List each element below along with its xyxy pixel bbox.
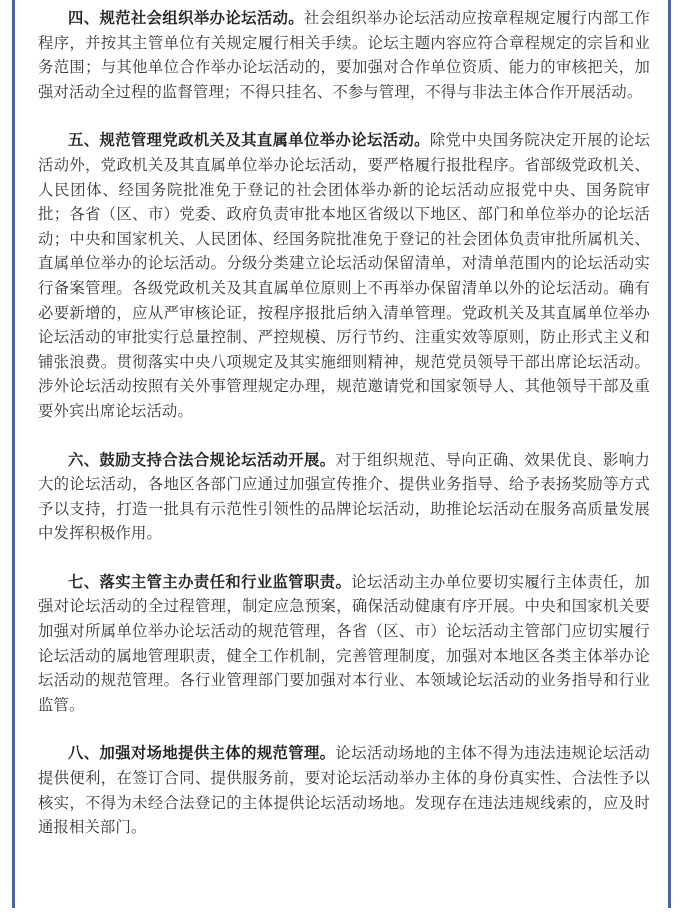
section-6-paragraph bbox=[38, 448, 650, 546]
section-5-heading: 五、规范管理党政机关及其直属单位举办论坛活动。 bbox=[68, 131, 430, 150]
section-5-body: 除党中央国务院决定开展的论坛活动外，党政机关及其直属单位举办论坛活动，要严格履行报批程序。省部级党政机关、人民团体、经国务院批准免于登记的社会团体举办新的论坛活动应报党中央、国务院审批；各省（区、市）党委、政府负责审批本地区省级以下地区、部门和单位举办的论坛活动；中央和国家机关、人民团体、经国务院批准免于登记的社会团体负责审批所属机关、直属单位举办的论坛活动。分级分类建立论坛活动保留清单，对清单范围内的论坛活动实行备案管理。各级党政机关及其直属单位原则上不再举办保留清单以外的论坛活动。确有必要新增的，应从严审核论证，按程序报批后纳入清单管理。党政机关及其直属单位举办论坛活动的审批实行总量控制、严控规模、厉行节约、注重实效等原则，防止形式主义和铺张浪费。贯彻落实中央八项规定及其实施细则精神，规范党员领导干部出席论坛活动。涉外论坛活动按照有关外事管理规定办理，规范邀请党和国家领导人、其他领导干部及重要外宾出席论坛活动。 bbox=[38, 131, 650, 420]
section-7-body: 论坛活动主办单位要切实履行主体责任，加强对论坛活动的全过程管理，制定应急预案，确保活动健康有序开展。中央和国家机关要加强对所属单位举办论坛活动的规范管理，各省（区、市）论坛活动主管部门应切实履行论坛活动的属地管理职责，健全工作机制，完善管理制度，加强对本地区各类主体举办论坛活动的规范管理。各行业管理部门要加强对本行业、本领域论坛活动的业务指导和行业监管。 bbox=[38, 572, 650, 714]
section-8-body: 论坛活动场地的主体不得为违法违规论坛活动提供便利，在签订合同、提供服务前，要对论坛活动举办主体的身份真实性、合法性予以核实，不得为未经合法登记的主体提供论坛活动场地。发现存在违法违规线索的，应及时通报相关部门。 bbox=[38, 744, 650, 837]
section-5-paragraph bbox=[38, 128, 650, 423]
section-4-heading: 四、规范社会组织举办论坛活动。 bbox=[68, 9, 305, 27]
section-8-heading: 八、加强对场地提供主体的规范管理。 bbox=[68, 744, 336, 763]
section-7-paragraph bbox=[38, 570, 650, 718]
section-8-paragraph bbox=[38, 741, 650, 839]
section-7-heading: 七、落实主管主办责任和行业监管职责。 bbox=[68, 572, 352, 591]
section-4-paragraph bbox=[38, 6, 650, 104]
section-6-heading: 六、鼓励支持合法合规论坛活动开展。 bbox=[68, 450, 336, 469]
section-6-body: 对于组织规范、导向正确、效果优良、影响力大的论坛活动，各地区各部门应通过加强宣传推介、提供业务指导、给予表扬奖励等方式予以支持，打造一批具有示范性引领性的品牌论坛活动，助推论坛活动在服务高质量发展中发挥积极作用。 bbox=[38, 450, 650, 543]
section-4-body: 社会组织举办论坛活动应按章程规定履行内部工作程序，并按其主管单位有关规定履行相关手续。论坛主题内容应符合章程规定的宗旨和业务范围；与其他单位合作举办论坛活动的，要加强对合作单位资质、能力的审核把关，加强对活动全过程的监督管理；不得只挂名、不参与管理，不得与非法主体合作开展活动。 bbox=[38, 9, 650, 101]
article-body bbox=[38, 0, 650, 840]
